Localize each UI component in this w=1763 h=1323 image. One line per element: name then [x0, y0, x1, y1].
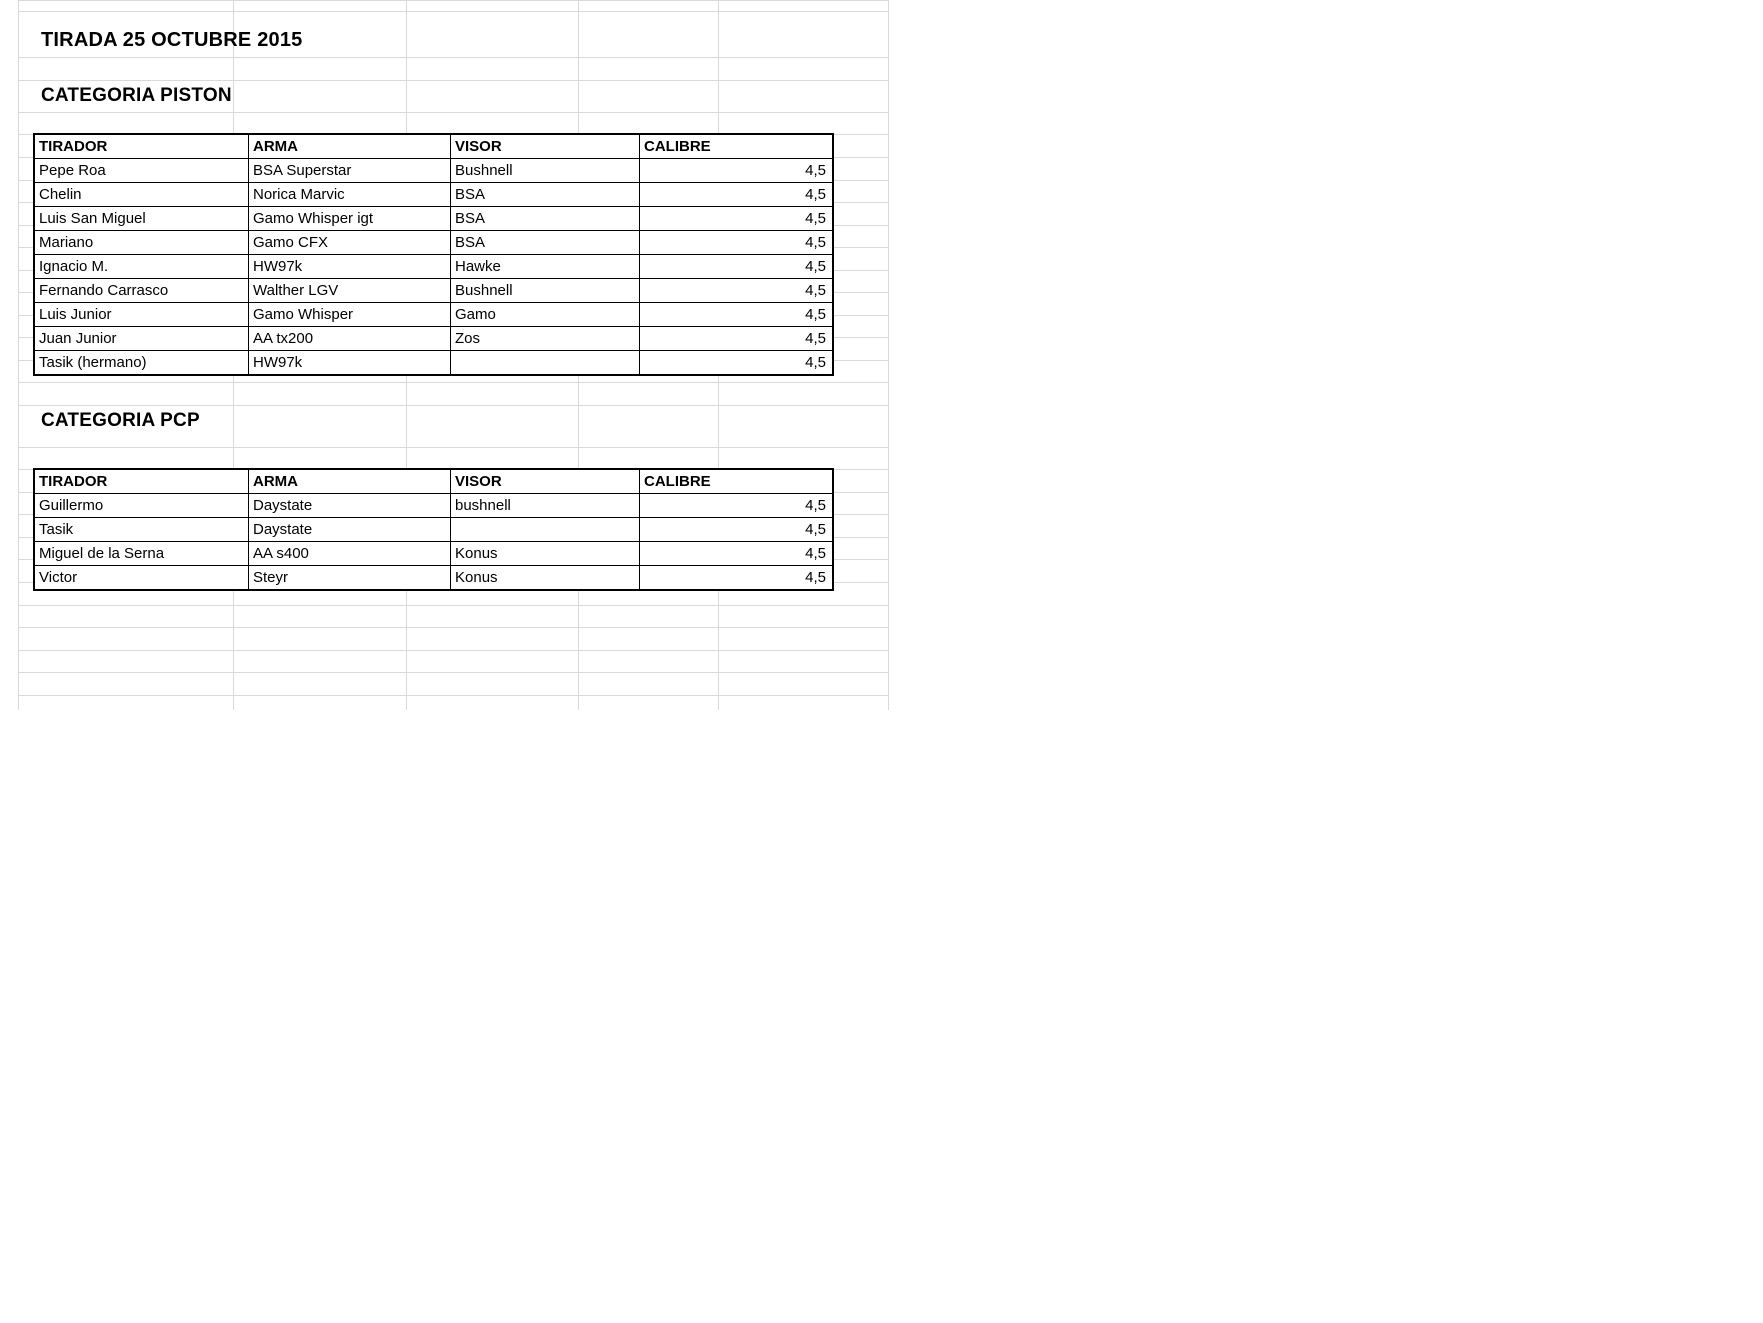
column-header-calibre: CALIBRE [640, 135, 833, 159]
cell-arma: Norica Marvic [249, 183, 451, 207]
cell-visor: Bushnell [451, 159, 640, 183]
table-row [35, 207, 833, 231]
cell-tirador: Luis San Miguel [35, 207, 249, 231]
grid-row-line [18, 650, 888, 651]
cell-arma: AA tx200 [249, 327, 451, 351]
cell-calibre: 4,5 [640, 279, 833, 303]
grid-row-line [18, 0, 888, 1]
cell-tirador: Tasik [35, 518, 249, 542]
cell-visor: BSA [451, 231, 640, 255]
cell-arma: Gamo CFX [249, 231, 451, 255]
grid-row-line [18, 695, 888, 696]
cell-arma: Gamo Whisper [249, 303, 451, 327]
cell-arma: BSA Superstar [249, 159, 451, 183]
grid-row-line [18, 11, 888, 12]
cell-calibre: 4,5 [640, 494, 833, 518]
cell-arma: Daystate [249, 518, 451, 542]
cell-tirador: Juan Junior [35, 327, 249, 351]
cell-tirador: Pepe Roa [35, 159, 249, 183]
grid-row-line [18, 405, 888, 406]
table-row [35, 303, 833, 327]
cell-tirador: Tasik (hermano) [35, 351, 249, 375]
cell-arma: HW97k [249, 351, 451, 375]
cell-arma: Daystate [249, 494, 451, 518]
grid-column-line [18, 0, 19, 710]
cell-arma: HW97k [249, 255, 451, 279]
table-row [35, 279, 833, 303]
cell-calibre: 4,5 [640, 303, 833, 327]
cell-tirador: Miguel de la Serna [35, 542, 249, 566]
cell-tirador: Luis Junior [35, 303, 249, 327]
table-row [35, 542, 833, 566]
table-row [35, 566, 833, 590]
column-header-visor: VISOR [451, 135, 640, 159]
cell-visor: Konus [451, 566, 640, 590]
cell-tirador: Victor [35, 566, 249, 590]
cell-visor: bushnell [451, 494, 640, 518]
section-heading-piston: CATEGORIA PISTON [41, 85, 232, 106]
cell-visor: Bushnell [451, 279, 640, 303]
grid-row-line [18, 57, 888, 58]
page-title: TIRADA 25 OCTUBRE 2015 [41, 29, 303, 51]
cell-arma: Walther LGV [249, 279, 451, 303]
table-row [35, 183, 833, 207]
table-pcp [34, 469, 833, 590]
table-row [35, 351, 833, 375]
cell-visor [451, 351, 640, 375]
grid-column-line [888, 0, 889, 710]
cell-visor: Konus [451, 542, 640, 566]
cell-calibre: 4,5 [640, 207, 833, 231]
column-header-tirador: TIRADOR [35, 135, 249, 159]
cell-arma: AA s400 [249, 542, 451, 566]
cell-visor: Zos [451, 327, 640, 351]
table-row [35, 494, 833, 518]
cell-calibre: 4,5 [640, 159, 833, 183]
column-header-arma: ARMA [249, 470, 451, 494]
grid-row-line [18, 80, 888, 81]
cell-arma: Steyr [249, 566, 451, 590]
cell-visor: Hawke [451, 255, 640, 279]
cell-calibre: 4,5 [640, 183, 833, 207]
table-row [35, 518, 833, 542]
column-header-visor: VISOR [451, 470, 640, 494]
cell-calibre: 4,5 [640, 566, 833, 590]
grid-row-line [18, 382, 888, 383]
cell-arma: Gamo Whisper igt [249, 207, 451, 231]
cell-calibre: 4,5 [640, 542, 833, 566]
grid-row-line [18, 447, 888, 448]
table-row [35, 327, 833, 351]
cell-visor: BSA [451, 183, 640, 207]
cell-visor [451, 518, 640, 542]
cell-calibre: 4,5 [640, 255, 833, 279]
cell-tirador: Ignacio M. [35, 255, 249, 279]
column-header-arma: ARMA [249, 135, 451, 159]
cell-visor: Gamo [451, 303, 640, 327]
cell-visor: BSA [451, 207, 640, 231]
table-header-row [35, 135, 833, 159]
section-heading-pcp: CATEGORIA PCP [41, 410, 200, 431]
table-row [35, 255, 833, 279]
cell-tirador: Chelin [35, 183, 249, 207]
table-piston [34, 134, 833, 375]
grid-row-line [18, 112, 888, 113]
cell-calibre: 4,5 [640, 231, 833, 255]
grid-row-line [18, 605, 888, 606]
cell-calibre: 4,5 [640, 327, 833, 351]
grid-row-line [18, 672, 888, 673]
cell-tirador: Guillermo [35, 494, 249, 518]
cell-calibre: 4,5 [640, 518, 833, 542]
table-row [35, 231, 833, 255]
table-row [35, 159, 833, 183]
column-header-calibre: CALIBRE [640, 470, 833, 494]
cell-calibre: 4,5 [640, 351, 833, 375]
cell-tirador: Fernando Carrasco [35, 279, 249, 303]
grid-row-line [18, 627, 888, 628]
table-header-row [35, 470, 833, 494]
cell-tirador: Mariano [35, 231, 249, 255]
column-header-tirador: TIRADOR [35, 470, 249, 494]
